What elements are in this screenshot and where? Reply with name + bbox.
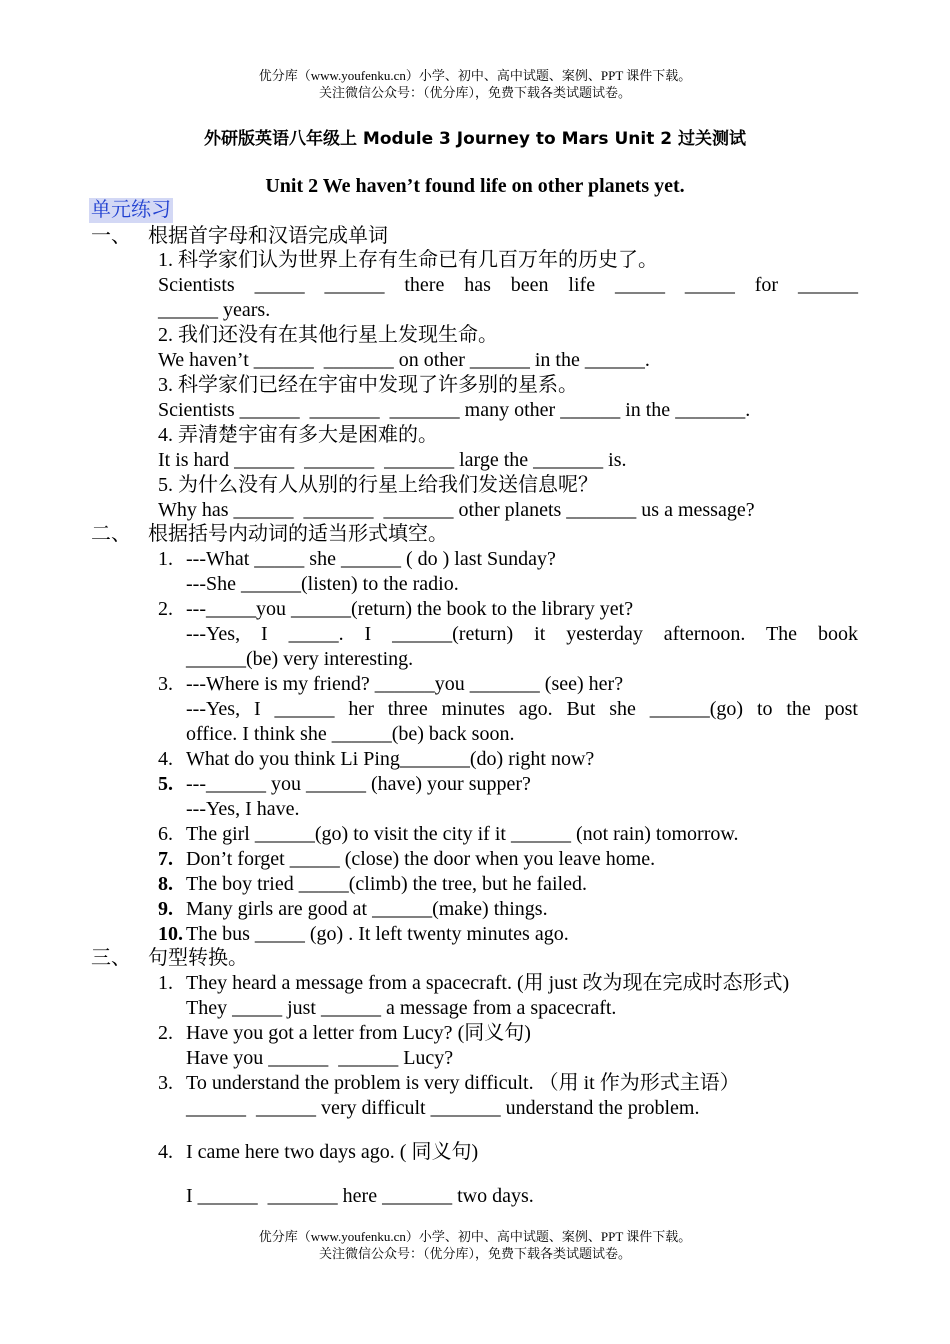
- s3-q4-number: 4.: [158, 1141, 173, 1163]
- s2-q6-number: 6.: [158, 823, 173, 845]
- s2-q3-line-3: office. I think she ______(be) back soon.: [186, 723, 515, 745]
- s1-q4-chinese: 4. 弄清楚宇宙有多大是困难的。: [158, 424, 438, 446]
- header-line-2: 关注微信公众号：（优分库），免费下载各类试题试卷。: [318, 85, 631, 100]
- s1-q1-chinese: 1. 科学家们认为世界上存有生命已有几百万年的历史了。: [158, 249, 658, 271]
- header-line-1: 优分库（www.youfenku.cn）小学、初中、高中试题、案例、PPT 课件下载。: [258, 68, 692, 83]
- s2-q2-line-3: ______(be) very interesting.: [186, 648, 414, 670]
- page-footer: [0, 1228, 950, 1262]
- s2-q10-number: 10.: [158, 923, 183, 945]
- s2-q9-number: 9.: [158, 898, 173, 920]
- s1-q5-english: Why has ______ _______ _______ other planets _______ us a message?: [158, 499, 755, 521]
- s2-q7-line-1: Don’t forget _____ (close) the door when you leave home.: [186, 848, 656, 870]
- s3-q4-line-2: I ______ _______ here _______ two days.: [186, 1185, 534, 1207]
- s3-q3-line-1: To understand the problem is very difficult. （用 it 作为形式主语）: [186, 1072, 740, 1094]
- s2-q7-number: 7.: [158, 848, 173, 870]
- s2-q4-number: 4.: [158, 748, 173, 770]
- s2-q3-number: 3.: [158, 673, 173, 695]
- s3-q2-number: 2.: [158, 1022, 173, 1044]
- s1-q1-english: Scientists _____ ______ there has been life _____ _____ for ______: [158, 274, 858, 296]
- section-2-heading: 根据括号内动词的适当形式填空。: [148, 523, 448, 545]
- s3-q4-line-1: I came here two days ago. ( 同义句): [186, 1141, 479, 1163]
- section-1-heading: 根据首字母和汉语完成单词: [148, 225, 388, 247]
- s2-q3-line-1: ---Where is my friend? ______you _______ (see) her?: [186, 673, 624, 695]
- unit-subtitle: Unit 2 We haven’t found life on other planets yet.: [265, 175, 685, 197]
- s1-q2-chinese: 2. 我们还没有在其他行星上发现生命。: [158, 324, 498, 346]
- footer-line-2: 关注微信公众号：（优分库），免费下载各类试题试卷。: [318, 1246, 631, 1261]
- s3-q1-number: 1.: [158, 972, 173, 994]
- s2-q2-line-1: ---_____you ______(return) the book to the library yet?: [186, 598, 634, 620]
- unit-exercise-tag: 单元练习: [91, 199, 171, 221]
- page-header: [0, 67, 950, 101]
- section-2-number: 二、: [91, 523, 131, 545]
- s1-q4-english: It is hard ______ _______ _______ large the _______ is.: [158, 449, 627, 471]
- s3-q1-line-1: They heard a message from a spacecraft. (用 just 改为现在完成时态形式): [186, 972, 790, 994]
- s3-q2-line-2: Have you ______ ______ Lucy?: [186, 1047, 454, 1069]
- s1-q2-english: We haven’t ______ _______ on other ______ in the ______.: [158, 349, 650, 371]
- s2-q1-number: 1.: [158, 548, 173, 570]
- footer-line-1: 优分库（www.youfenku.cn）小学、初中、高中试题、案例、PPT 课件下载。: [258, 1229, 692, 1244]
- s3-q1-line-2: They _____ just ______ a message from a spacecraft.: [186, 997, 617, 1019]
- section-3-number: 三、: [91, 947, 131, 969]
- s2-q2-line-2: ---Yes, I _____. I ______(return) it yesterday afternoon. The book: [186, 623, 858, 645]
- s3-q3-line-2: ______ ______ very difficult _______ understand the problem.: [186, 1097, 700, 1119]
- s2-q8-line-1: The boy tried _____(climb) the tree, but he failed.: [186, 873, 587, 895]
- s3-q3-number: 3.: [158, 1072, 173, 1094]
- s2-q10-line-1: The bus _____ (go) . It left twenty minutes ago.: [186, 923, 569, 945]
- s2-q2-number: 2.: [158, 598, 173, 620]
- worksheet-title: 外研版英语八年级上 Module 3 Journey to Mars Unit 2 过关测试: [204, 129, 746, 149]
- s2-q5-line-2: ---Yes, I have.: [186, 798, 300, 820]
- s1-q3-english: Scientists ______ _______ _______ many other ______ in the _______.: [158, 399, 751, 421]
- s1-q3-chinese: 3. 科学家们已经在宇宙中发现了许多别的星系。: [158, 374, 578, 396]
- s2-q1-line-2: ---She ______(listen) to the radio.: [186, 573, 459, 595]
- s2-q3-line-2: ---Yes, I ______ her three minutes ago. But she ______(go) to the post: [186, 698, 858, 720]
- section-3-heading: 句型转换。: [148, 947, 248, 969]
- s2-q6-line-1: The girl ______(go) to visit the city if it ______ (not rain) tomorrow.: [186, 823, 739, 845]
- s2-q1-line-1: ---What _____ she ______ ( do ) last Sunday?: [186, 548, 556, 570]
- s2-q5-line-1: ---______ you ______ (have) your supper?: [186, 773, 531, 795]
- s3-q2-line-1: Have you got a letter from Lucy? (同义句): [186, 1022, 531, 1044]
- section-1-number: 一、: [91, 225, 131, 247]
- s1-q5-chinese: 5. 为什么没有人从别的行星上给我们发送信息呢？: [158, 474, 598, 496]
- s1-q1-english-cont: ______ years.: [158, 299, 271, 321]
- s2-q8-number: 8.: [158, 873, 173, 895]
- s2-q5-number: 5.: [158, 773, 173, 795]
- s2-q9-line-1: Many girls are good at ______(make) things.: [186, 898, 548, 920]
- s2-q4-line-1: What do you think Li Ping_______(do) right now?: [186, 748, 595, 770]
